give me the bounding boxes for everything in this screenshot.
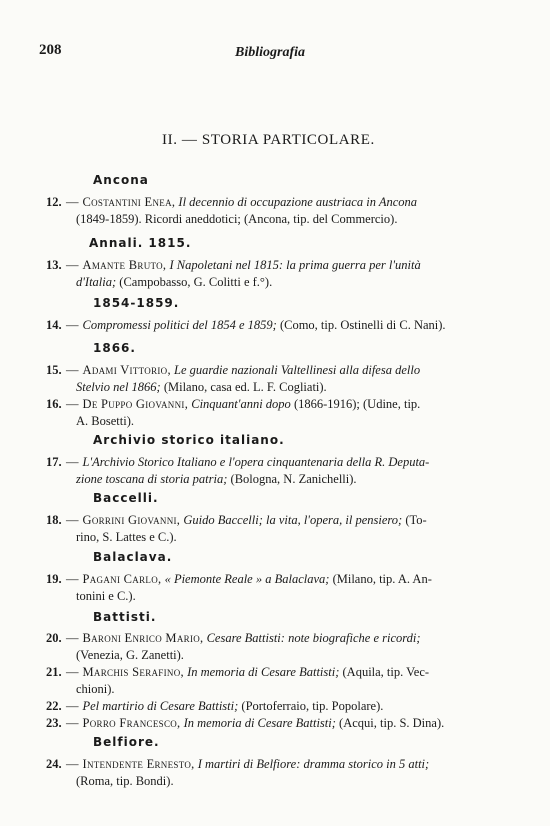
entry-number: 19. [46, 572, 62, 586]
entry-publication: (Bologna, N. Zanichelli). [230, 472, 357, 486]
entry-number: 13. [46, 258, 62, 272]
entry-15: 15. — Adami Vittorio, Le guardie nazionali Valtellinesi alla difesa dello Stelvio nel 1866; (Milano, casa ed. L. F. Cogliati). [46, 363, 421, 394]
entry-publication-continued: (Venezia, G. Zanetti). [76, 648, 184, 662]
entry-17: 17. — L'Archivio Storico Italiano e l'opera cinquantenaria della R. Deputa- zione toscana di storia patria; (Bologna, N. Zanichelli). [46, 455, 430, 486]
entry-publication: (Milano, casa ed. L. F. Cogliati). [163, 380, 327, 394]
section-heading-1866: 1866. [93, 341, 136, 355]
section-heading-ancona: Ancona [93, 173, 149, 187]
entry-publication: (Portoferraio, tip. Popolare). [241, 699, 384, 713]
entry-24: 24. — Intendente Ernesto, I martiri di Belfiore: dramma storico in 5 atti; (Roma, tip. Bondi). [46, 756, 498, 790]
entry-author: Pagani Carlo, [82, 572, 162, 586]
entry-title: « Piemonte Reale » a Balaclava; [164, 572, 330, 586]
entry-author: Baroni Enrico Mario, [82, 631, 204, 645]
entry-number: 22. [46, 699, 62, 713]
entry-publication: (1849-1859). Ricordi aneddotici; (Ancona, tip. del Commercio). [76, 212, 398, 226]
entry-title: Cinquant'anni dopo [191, 397, 291, 411]
entry-author: Porro Francesco, [82, 716, 181, 730]
entry-publication-continued: tonini e C.). [76, 589, 136, 603]
entry-author: De Puppo Giovanni, [82, 397, 189, 411]
entry-publication: (1866-1916); (Udine, tip. [293, 397, 421, 411]
entry-number: 12. [46, 195, 62, 209]
entry-author: Gorrini Giovanni, [82, 513, 181, 527]
entry-14: 14. — Compromessi politici del 1854 e 1859; (Como, tip. Ostinelli di C. Nani). [46, 318, 446, 332]
entry-number: 24. [46, 757, 62, 771]
entry-16: 16. — De Puppo Giovanni, Cinquant'anni dopo (1866-1916); (Udine, tip. A. Bosetti). [46, 396, 498, 430]
entry-title: Guido Baccelli; la vita, l'opera, il pensiero; [183, 513, 403, 527]
section-heading-1854-1859: 1854-1859. [93, 296, 180, 310]
entry-number: 18. [46, 513, 62, 527]
entry-title-continued: d'Italia; [76, 275, 117, 289]
entry-title: I martiri di Belfiore: dramma storico in 5 atti; [197, 757, 430, 771]
entry-title: Le guardie nazionali Valtellinesi alla difesa dello [174, 363, 421, 377]
entry-number: 16. [46, 397, 62, 411]
entry-title: Pel martirio di Cesare Battisti; [82, 699, 239, 713]
section-heading-annali-1815: Annali. 1815. [89, 236, 192, 250]
entry-author: Intendente Ernesto, [82, 757, 195, 771]
entry-publication: (Como, tip. Ostinelli di C. Nani). [279, 318, 446, 332]
entry-publication-continued: A. Bosetti). [76, 414, 134, 428]
entry-title-continued: zione toscana di storia patria; [76, 472, 228, 486]
entry-title: Il decennio di occupazione austriaca in Ancona [178, 195, 418, 209]
entry-number: 23. [46, 716, 62, 730]
entry-author: Marchis Serafino, [82, 665, 184, 679]
running-head: Bibliografia [235, 45, 306, 60]
entry-publication-continued: (Roma, tip. Bondi). [76, 774, 174, 788]
entry-number: 21. [46, 665, 62, 679]
entry-23: 23. — Porro Francesco, In memoria di Cesare Battisti; (Acqui, tip. S. Dina). [46, 716, 445, 730]
entry-number: 17. [46, 455, 62, 469]
entry-author: Costantini Enea, [82, 195, 176, 209]
entry-12: 12. — Costantini Enea, Il decennio di occupazione austriaca in Ancona (1849-1859). Ricordi aneddotici; (Ancona, tip. del Commercio). [46, 194, 498, 228]
entry-title: In memoria di Cesare Battisti; [187, 665, 340, 679]
entry-title: Cesare Battisti: note biografiche e ricordi; [206, 631, 421, 645]
entry-publication-continued: chioni). [76, 682, 115, 696]
entry-publication-continued: rino, S. Lattes e C.). [76, 530, 177, 544]
entry-publication: (Campobasso, G. Colitti e f.°). [119, 275, 273, 289]
entry-title: I Napoletani nel 1815: la prima guerra per l'unità [169, 258, 421, 272]
entry-20: 20. — Baroni Enrico Mario, Cesare Battisti: note biografiche e ricordi; (Venezia, G. Zanetti). [46, 630, 498, 664]
entry-author: Amante Bruto, [82, 258, 167, 272]
section-heading-battisti: Battisti. [93, 610, 157, 624]
entry-publication: (Acqui, tip. S. Dina). [339, 716, 445, 730]
entry-title-continued: Stelvio nel 1866; [76, 380, 161, 394]
entry-13: 13. — Amante Bruto, I Napoletani nel 1815: la prima guerra per l'unità d'Italia; (Campobasso, G. Colitti e f.°). [46, 258, 421, 289]
entry-publication: (To- [405, 513, 427, 527]
entry-title: Compromessi politici del 1854 e 1859; [82, 318, 277, 332]
entry-publication: (Aquila, tip. Vec- [342, 665, 430, 679]
entry-19: 19. — Pagani Carlo, « Piemonte Reale » a Balaclava; (Milano, tip. A. An- tonini e C.). [46, 571, 498, 605]
entry-number: 15. [46, 363, 62, 377]
entry-publication: (Milano, tip. A. An- [332, 572, 432, 586]
entry-number: 14. [46, 318, 62, 332]
section-heading-archivio-storico: Archivio storico italiano. [93, 433, 285, 447]
entry-18: 18. — Gorrini Giovanni, Guido Baccelli; la vita, l'opera, il pensiero; (To- rino, S. Lattes e C.). [46, 512, 498, 546]
entry-title: L'Archivio Storico Italiano e l'opera cinquantenaria della R. Deputa- [82, 455, 430, 469]
entry-number: 20. [46, 631, 62, 645]
section-heading-belfiore: Belfiore. [93, 735, 160, 749]
entry-title: In memoria di Cesare Battisti; [183, 716, 336, 730]
section-heading-baccelli: Baccelli. [93, 491, 159, 505]
section-heading-balaclava: Balaclava. [93, 550, 173, 564]
page-number: 208 [39, 42, 62, 58]
entry-author: Adami Vittorio, [82, 363, 171, 377]
entry-22: 22. — Pel martirio di Cesare Battisti; (Portoferraio, tip. Popolare). [46, 699, 384, 713]
entry-21: 21. — Marchis Serafino, In memoria di Cesare Battisti; (Aquila, tip. Vec- chioni). [46, 664, 498, 698]
section-title: II. — STORIA PARTICOLARE. [162, 132, 375, 148]
